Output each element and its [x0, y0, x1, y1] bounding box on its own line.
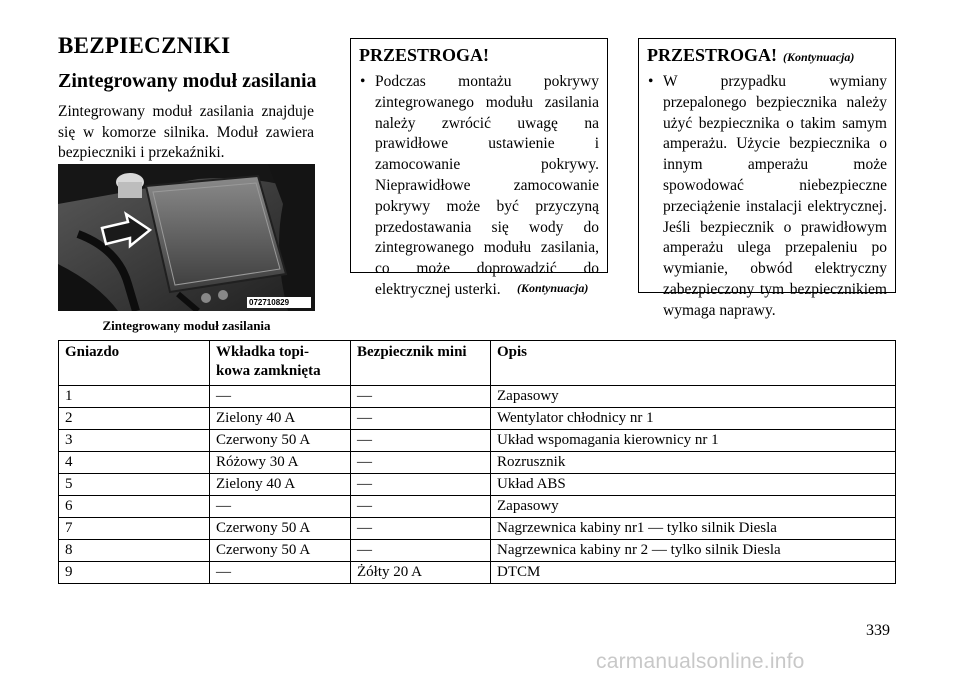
- bullet-icon: •: [360, 73, 366, 90]
- cell-description: Zapasowy: [491, 496, 896, 518]
- table-row: [59, 496, 896, 518]
- cell-socket: 3: [59, 430, 210, 452]
- cell-description: Układ wspomagania kierownicy nr 1: [491, 430, 896, 452]
- cell-cartridge-fuse: Różowy 30 A: [210, 452, 351, 474]
- cell-mini-fuse: —: [351, 430, 491, 452]
- table-row: [59, 562, 896, 584]
- cell-cartridge-fuse: —: [210, 386, 351, 408]
- cell-description: Rozrusznik: [491, 452, 896, 474]
- table-row: [59, 474, 896, 496]
- bullet-icon: •: [648, 73, 654, 90]
- table-row: [59, 452, 896, 474]
- cell-mini-fuse: —: [351, 518, 491, 540]
- table-row: [59, 408, 896, 430]
- fuse-table: [58, 340, 896, 584]
- continued-note: (Kontynuacja): [517, 281, 589, 295]
- cell-description: Zapasowy: [491, 386, 896, 408]
- caution-text: Podczas montażu pokrywy zintegrowanego modułu zasilania należy zwrócić uwagę na prawidłowe ustawienie i zamocowanie pokrywy. Nieprawidłowe zamocowanie pokrywy może być przyczyną przedostawania się wody do zintegrowanego modułu zasilania, co może doprowadzić do elektrycznej usterki.: [375, 73, 599, 298]
- cell-description: DTCM: [491, 562, 896, 584]
- cell-cartridge-fuse: Czerwony 50 A: [210, 518, 351, 540]
- cell-cartridge-fuse: Zielony 40 A: [210, 474, 351, 496]
- caution-title: PRZESTROGA!: [359, 45, 490, 65]
- cell-description: Nagrzewnica kabiny nr1 — tylko silnik Diesla: [491, 518, 896, 540]
- cell-mini-fuse: —: [351, 540, 491, 562]
- cell-description: Układ ABS: [491, 474, 896, 496]
- cell-socket: 7: [59, 518, 210, 540]
- cell-cartridge-fuse: —: [210, 562, 351, 584]
- engine-compartment-photo: [58, 164, 315, 311]
- cell-mini-fuse: —: [351, 408, 491, 430]
- intro-paragraph: Zintegrowany moduł zasilania znajduje się w komorze silnika. Moduł zawiera bezpieczniki i przekaźniki.: [58, 103, 314, 161]
- cell-description: Wentylator chłodnicy nr 1: [491, 408, 896, 430]
- caution-box-continued: [638, 38, 896, 319]
- cell-mini-fuse: —: [351, 452, 491, 474]
- cell-mini-fuse: —: [351, 496, 491, 518]
- table-row: [59, 430, 896, 452]
- cell-cartridge-fuse: Czerwony 50 A: [210, 540, 351, 562]
- section-subheading: Zintegrowany moduł zasilania: [58, 70, 317, 92]
- cell-socket: 1: [59, 386, 210, 408]
- cell-mini-fuse: —: [351, 474, 491, 496]
- cell-mini-fuse: —: [351, 386, 491, 408]
- watermark[interactable]: carmanualsonline.info: [596, 650, 805, 673]
- cell-socket: 5: [59, 474, 210, 496]
- cell-socket: 9: [59, 562, 210, 584]
- cell-cartridge-fuse: Zielony 40 A: [210, 408, 351, 430]
- caution-title-suffix: (Kontynuacja): [783, 50, 855, 64]
- column-header-socket: Gniazdo: [59, 341, 210, 386]
- caution-text-continued: W przypadku wymiany przepalonego bezpiecznika należy użyć bezpiecznika o takim samym amperażu. Użycie bezpiecznika o innym amperażu może spowodować niebezpieczne przeciążenie instalacji elektrycznej. Jeśli bezpiecznik o prawidłowym amperażu ulega przepaleniu po wymianie, obwód elektryczny zabezpieczony tym bezpiecznikiem wymaga naprawy.: [663, 73, 887, 319]
- caution-title-continued: [647, 45, 854, 66]
- caution-title-text: PRZESTROGA!: [647, 45, 778, 65]
- page-number: 339: [866, 622, 890, 639]
- cell-socket: 4: [59, 452, 210, 474]
- cell-socket: 2: [59, 408, 210, 430]
- table-row: [59, 386, 896, 408]
- table-header-row: [59, 341, 896, 386]
- cell-socket: 6: [59, 496, 210, 518]
- section-heading: BEZPIECZNIKI: [58, 33, 231, 58]
- table-row: [59, 518, 896, 540]
- cell-cartridge-fuse: —: [210, 496, 351, 518]
- cell-mini-fuse: Żółty 20 A: [351, 562, 491, 584]
- cell-socket: 8: [59, 540, 210, 562]
- photo-code-label: 072710829: [249, 298, 290, 307]
- cell-description: Nagrzewnica kabiny nr 2 — tylko silnik Diesla: [491, 540, 896, 562]
- photo-caption: Zintegrowany moduł zasilania: [102, 318, 271, 333]
- column-header-cartridge-fuse: Wkładka topi- kowa zamknięta: [210, 341, 351, 386]
- table-row: [59, 540, 896, 562]
- cell-cartridge-fuse: Czerwony 50 A: [210, 430, 351, 452]
- column-header-mini-fuse: Bezpiecznik mini: [351, 341, 491, 386]
- column-header-description: Opis: [491, 341, 896, 386]
